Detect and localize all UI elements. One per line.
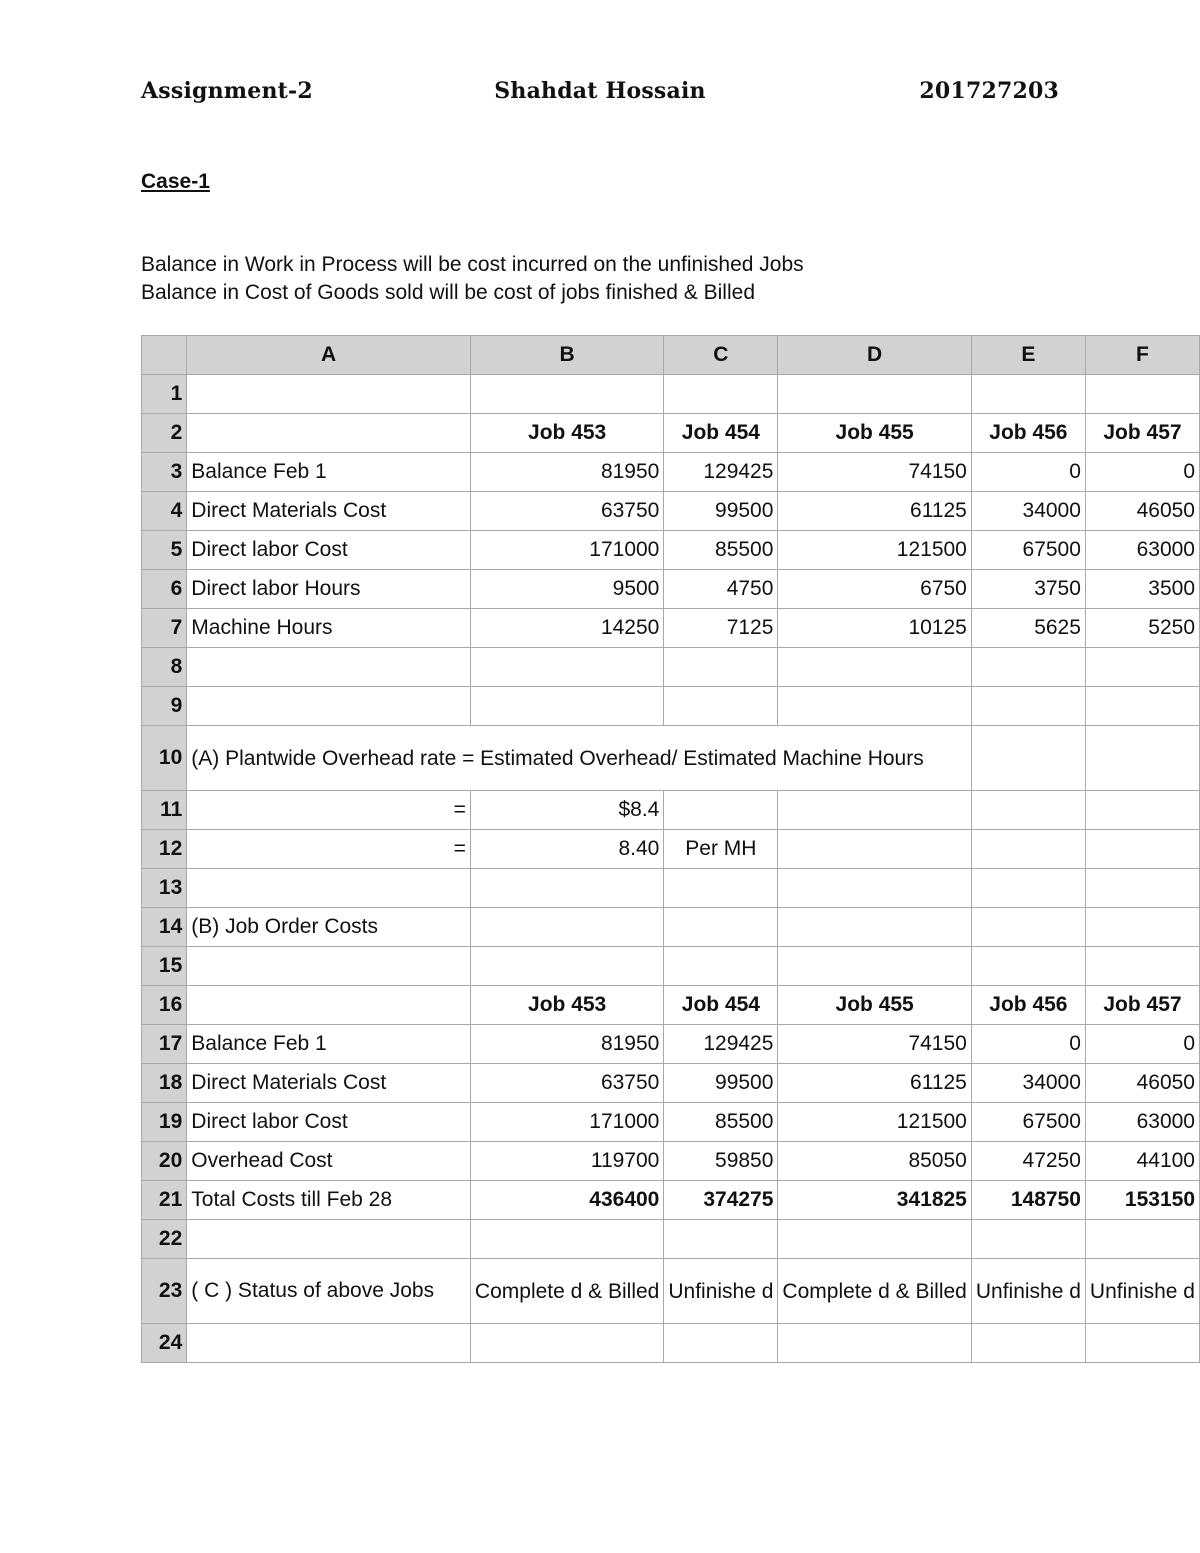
value-cell: 129425 — [664, 1025, 778, 1064]
row-number: 20 — [142, 1142, 187, 1181]
table-row — [142, 1181, 1200, 1220]
job-header: Job 454 — [664, 986, 778, 1025]
job-header: Job 453 — [470, 986, 663, 1025]
value-cell: 121500 — [778, 1103, 971, 1142]
row-label: Direct Materials Cost — [187, 492, 471, 531]
cell-empty — [470, 648, 663, 687]
cell-empty — [187, 1324, 471, 1363]
intro-line-2: Balance in Cost of Goods sold will be cost of jobs finished & Billed — [141, 281, 755, 304]
column-header: C — [664, 336, 778, 375]
value-cell: 119700 — [470, 1142, 663, 1181]
column-header: E — [971, 336, 1085, 375]
value-cell: 59850 — [664, 1142, 778, 1181]
cell-empty — [778, 908, 971, 947]
table-row — [142, 726, 1200, 791]
header-assignment: Assignment-2 — [141, 78, 313, 104]
cell-empty — [778, 648, 971, 687]
table-row — [142, 1220, 1200, 1259]
cell-empty — [778, 687, 971, 726]
cell-empty — [778, 1220, 971, 1259]
job-header: Job 457 — [1085, 986, 1199, 1025]
row-number: 14 — [142, 908, 187, 947]
header-author: Shahdat Hossain — [494, 78, 706, 104]
row-number: 22 — [142, 1220, 187, 1259]
row-number: 18 — [142, 1064, 187, 1103]
cell-empty — [971, 869, 1085, 908]
job-status: Unfinishe d — [971, 1259, 1085, 1324]
value-cell: 63750 — [470, 492, 663, 531]
cell-empty — [470, 869, 663, 908]
table-row — [142, 1103, 1200, 1142]
cell-empty — [187, 986, 471, 1025]
cell-empty — [1085, 375, 1199, 414]
job-status: Complete d & Billed — [470, 1259, 663, 1324]
total-cell: 153150 — [1085, 1181, 1199, 1220]
value-cell: 74150 — [778, 1025, 971, 1064]
column-header: F — [1085, 336, 1199, 375]
cell-empty — [971, 908, 1085, 947]
cell-empty — [971, 1324, 1085, 1363]
value-cell: 0 — [971, 1025, 1085, 1064]
row-number: 21 — [142, 1181, 187, 1220]
cell-empty — [664, 908, 778, 947]
row-number: 19 — [142, 1103, 187, 1142]
row-number: 13 — [142, 869, 187, 908]
job-header: Job 456 — [971, 986, 1085, 1025]
cell-empty — [1085, 648, 1199, 687]
cell-empty — [664, 791, 778, 830]
table-row — [142, 830, 1200, 869]
table-row — [142, 1064, 1200, 1103]
cell-empty — [187, 648, 471, 687]
cell-empty — [778, 1324, 971, 1363]
cell-empty — [1085, 1324, 1199, 1363]
cell-empty — [778, 830, 971, 869]
cell-empty — [778, 947, 971, 986]
table-row — [142, 531, 1200, 570]
cell-empty — [778, 375, 971, 414]
cell-empty — [1085, 908, 1199, 947]
table-row — [142, 791, 1200, 830]
spreadsheet-table — [141, 335, 1200, 1363]
row-number: 3 — [142, 453, 187, 492]
total-cell: 436400 — [470, 1181, 663, 1220]
table-row — [142, 687, 1200, 726]
row-label: Balance Feb 1 — [187, 453, 471, 492]
cell-empty — [664, 687, 778, 726]
cell-empty — [187, 1220, 471, 1259]
table-row — [142, 414, 1200, 453]
row-label: ( C ) Status of above Jobs — [187, 1259, 471, 1324]
cell-empty — [470, 375, 663, 414]
table-row — [142, 609, 1200, 648]
cell-empty — [470, 1324, 663, 1363]
equals-sign: = — [187, 830, 471, 869]
value-cell: 171000 — [470, 1103, 663, 1142]
job-header: Job 455 — [778, 986, 971, 1025]
cell-empty — [187, 414, 471, 453]
case-title: Case-1 — [141, 170, 210, 193]
value-cell: 61125 — [778, 492, 971, 531]
cell-empty — [664, 648, 778, 687]
row-number: 12 — [142, 830, 187, 869]
table-row — [142, 1142, 1200, 1181]
table-row — [142, 986, 1200, 1025]
value-cell: 171000 — [470, 531, 663, 570]
table-row — [142, 453, 1200, 492]
table-row — [142, 947, 1200, 986]
value-cell: 63000 — [1085, 1103, 1199, 1142]
total-cell: 341825 — [778, 1181, 971, 1220]
value-cell: 46050 — [1085, 1064, 1199, 1103]
job-status: Unfinishe d — [664, 1259, 778, 1324]
cell-empty — [971, 1220, 1085, 1259]
value-cell: 5250 — [1085, 609, 1199, 648]
row-number: 1 — [142, 375, 187, 414]
value-cell: 61125 — [778, 1064, 971, 1103]
section-label: (B) Job Order Costs — [187, 908, 471, 947]
value-cell: 99500 — [664, 1064, 778, 1103]
cell-empty — [971, 648, 1085, 687]
cell-empty — [971, 947, 1085, 986]
value-cell: 46050 — [1085, 492, 1199, 531]
corner-cell — [142, 336, 187, 375]
cell-empty — [778, 791, 971, 830]
value-cell: 81950 — [470, 1025, 663, 1064]
value-cell: 0 — [1085, 1025, 1199, 1064]
row-label: Machine Hours — [187, 609, 471, 648]
column-header: A — [187, 336, 471, 375]
cell-empty — [664, 869, 778, 908]
row-number: 4 — [142, 492, 187, 531]
equals-sign: = — [187, 791, 471, 830]
value-cell: 129425 — [664, 453, 778, 492]
cell-empty — [470, 947, 663, 986]
value-cell: 6750 — [778, 570, 971, 609]
overhead-rate-value: $8.4 — [470, 791, 663, 830]
row-label: Total Costs till Feb 28 — [187, 1181, 471, 1220]
value-cell: 47250 — [971, 1142, 1085, 1181]
job-header: Job 456 — [971, 414, 1085, 453]
value-cell: 4750 — [664, 570, 778, 609]
cell-empty — [1085, 947, 1199, 986]
table-row — [142, 1025, 1200, 1064]
table-row — [142, 869, 1200, 908]
cell-empty — [971, 791, 1085, 830]
value-cell: 0 — [1085, 453, 1199, 492]
table-row — [142, 1259, 1200, 1324]
column-header: D — [778, 336, 971, 375]
cell-empty — [1085, 1220, 1199, 1259]
cell-empty — [470, 687, 663, 726]
row-number: 6 — [142, 570, 187, 609]
job-header: Job 454 — [664, 414, 778, 453]
cell-empty — [187, 687, 471, 726]
value-cell: 99500 — [664, 492, 778, 531]
column-header-row — [142, 336, 1200, 375]
value-cell: 63000 — [1085, 531, 1199, 570]
cell-empty — [1085, 830, 1199, 869]
job-status: Complete d & Billed — [778, 1259, 971, 1324]
value-cell: 0 — [971, 453, 1085, 492]
table-row — [142, 1324, 1200, 1363]
value-cell: 10125 — [778, 609, 971, 648]
cell-empty — [664, 1220, 778, 1259]
cell-empty — [778, 869, 971, 908]
row-label: Direct labor Hours — [187, 570, 471, 609]
row-label: Direct labor Cost — [187, 531, 471, 570]
cell-empty — [971, 830, 1085, 869]
value-cell: 9500 — [470, 570, 663, 609]
job-header: Job 455 — [778, 414, 971, 453]
cell-empty — [470, 1220, 663, 1259]
value-cell: 85500 — [664, 531, 778, 570]
value-cell: 121500 — [778, 531, 971, 570]
row-number: 2 — [142, 414, 187, 453]
cell-empty — [971, 726, 1085, 791]
total-cell: 374275 — [664, 1181, 778, 1220]
row-label: Balance Feb 1 — [187, 1025, 471, 1064]
cell-empty — [187, 375, 471, 414]
intro-line-1: Balance in Work in Process will be cost incurred on the unfinished Jobs — [141, 253, 804, 276]
value-cell: 67500 — [971, 1103, 1085, 1142]
row-number: 16 — [142, 986, 187, 1025]
rate-unit: Per MH — [664, 830, 778, 869]
row-label: Overhead Cost — [187, 1142, 471, 1181]
row-number: 8 — [142, 648, 187, 687]
table-row — [142, 908, 1200, 947]
value-cell: 85500 — [664, 1103, 778, 1142]
table-row — [142, 570, 1200, 609]
cell-empty — [187, 947, 471, 986]
cell-empty — [664, 375, 778, 414]
cell-empty — [1085, 726, 1199, 791]
row-number: 17 — [142, 1025, 187, 1064]
value-cell: 5625 — [971, 609, 1085, 648]
row-number: 10 — [142, 726, 187, 791]
row-number: 24 — [142, 1324, 187, 1363]
row-label: Direct Materials Cost — [187, 1064, 471, 1103]
value-cell: 85050 — [778, 1142, 971, 1181]
value-cell: 44100 — [1085, 1142, 1199, 1181]
value-cell: 34000 — [971, 1064, 1085, 1103]
value-cell: 74150 — [778, 453, 971, 492]
cell-empty — [971, 687, 1085, 726]
value-cell: 34000 — [971, 492, 1085, 531]
value-cell: 3500 — [1085, 570, 1199, 609]
value-cell: 14250 — [470, 609, 663, 648]
row-number: 23 — [142, 1259, 187, 1324]
cell-empty — [187, 869, 471, 908]
cell-empty — [1085, 869, 1199, 908]
cell-empty — [1085, 687, 1199, 726]
overhead-rate-value: 8.40 — [470, 830, 663, 869]
cell-empty — [470, 908, 663, 947]
job-header: Job 457 — [1085, 414, 1199, 453]
table-row — [142, 492, 1200, 531]
cell-empty — [1085, 791, 1199, 830]
value-cell: 3750 — [971, 570, 1085, 609]
table-row — [142, 375, 1200, 414]
total-cell: 148750 — [971, 1181, 1085, 1220]
cell-empty — [971, 375, 1085, 414]
row-number: 7 — [142, 609, 187, 648]
cell-empty — [664, 1324, 778, 1363]
value-cell: 63750 — [470, 1064, 663, 1103]
header-student-id: 201727203 — [919, 78, 1059, 104]
table-row — [142, 648, 1200, 687]
value-cell: 67500 — [971, 531, 1085, 570]
row-number: 9 — [142, 687, 187, 726]
cell-empty — [664, 947, 778, 986]
row-label: Direct labor Cost — [187, 1103, 471, 1142]
overhead-rate-formula-text: (A) Plantwide Overhead rate = Estimated Overhead/ Estimated Machine Hours — [187, 726, 972, 791]
row-number: 15 — [142, 947, 187, 986]
column-header: B — [470, 336, 663, 375]
value-cell: 81950 — [470, 453, 663, 492]
value-cell: 7125 — [664, 609, 778, 648]
job-header: Job 453 — [470, 414, 663, 453]
row-number: 11 — [142, 791, 187, 830]
job-status: Unfinishe d — [1085, 1259, 1199, 1324]
row-number: 5 — [142, 531, 187, 570]
